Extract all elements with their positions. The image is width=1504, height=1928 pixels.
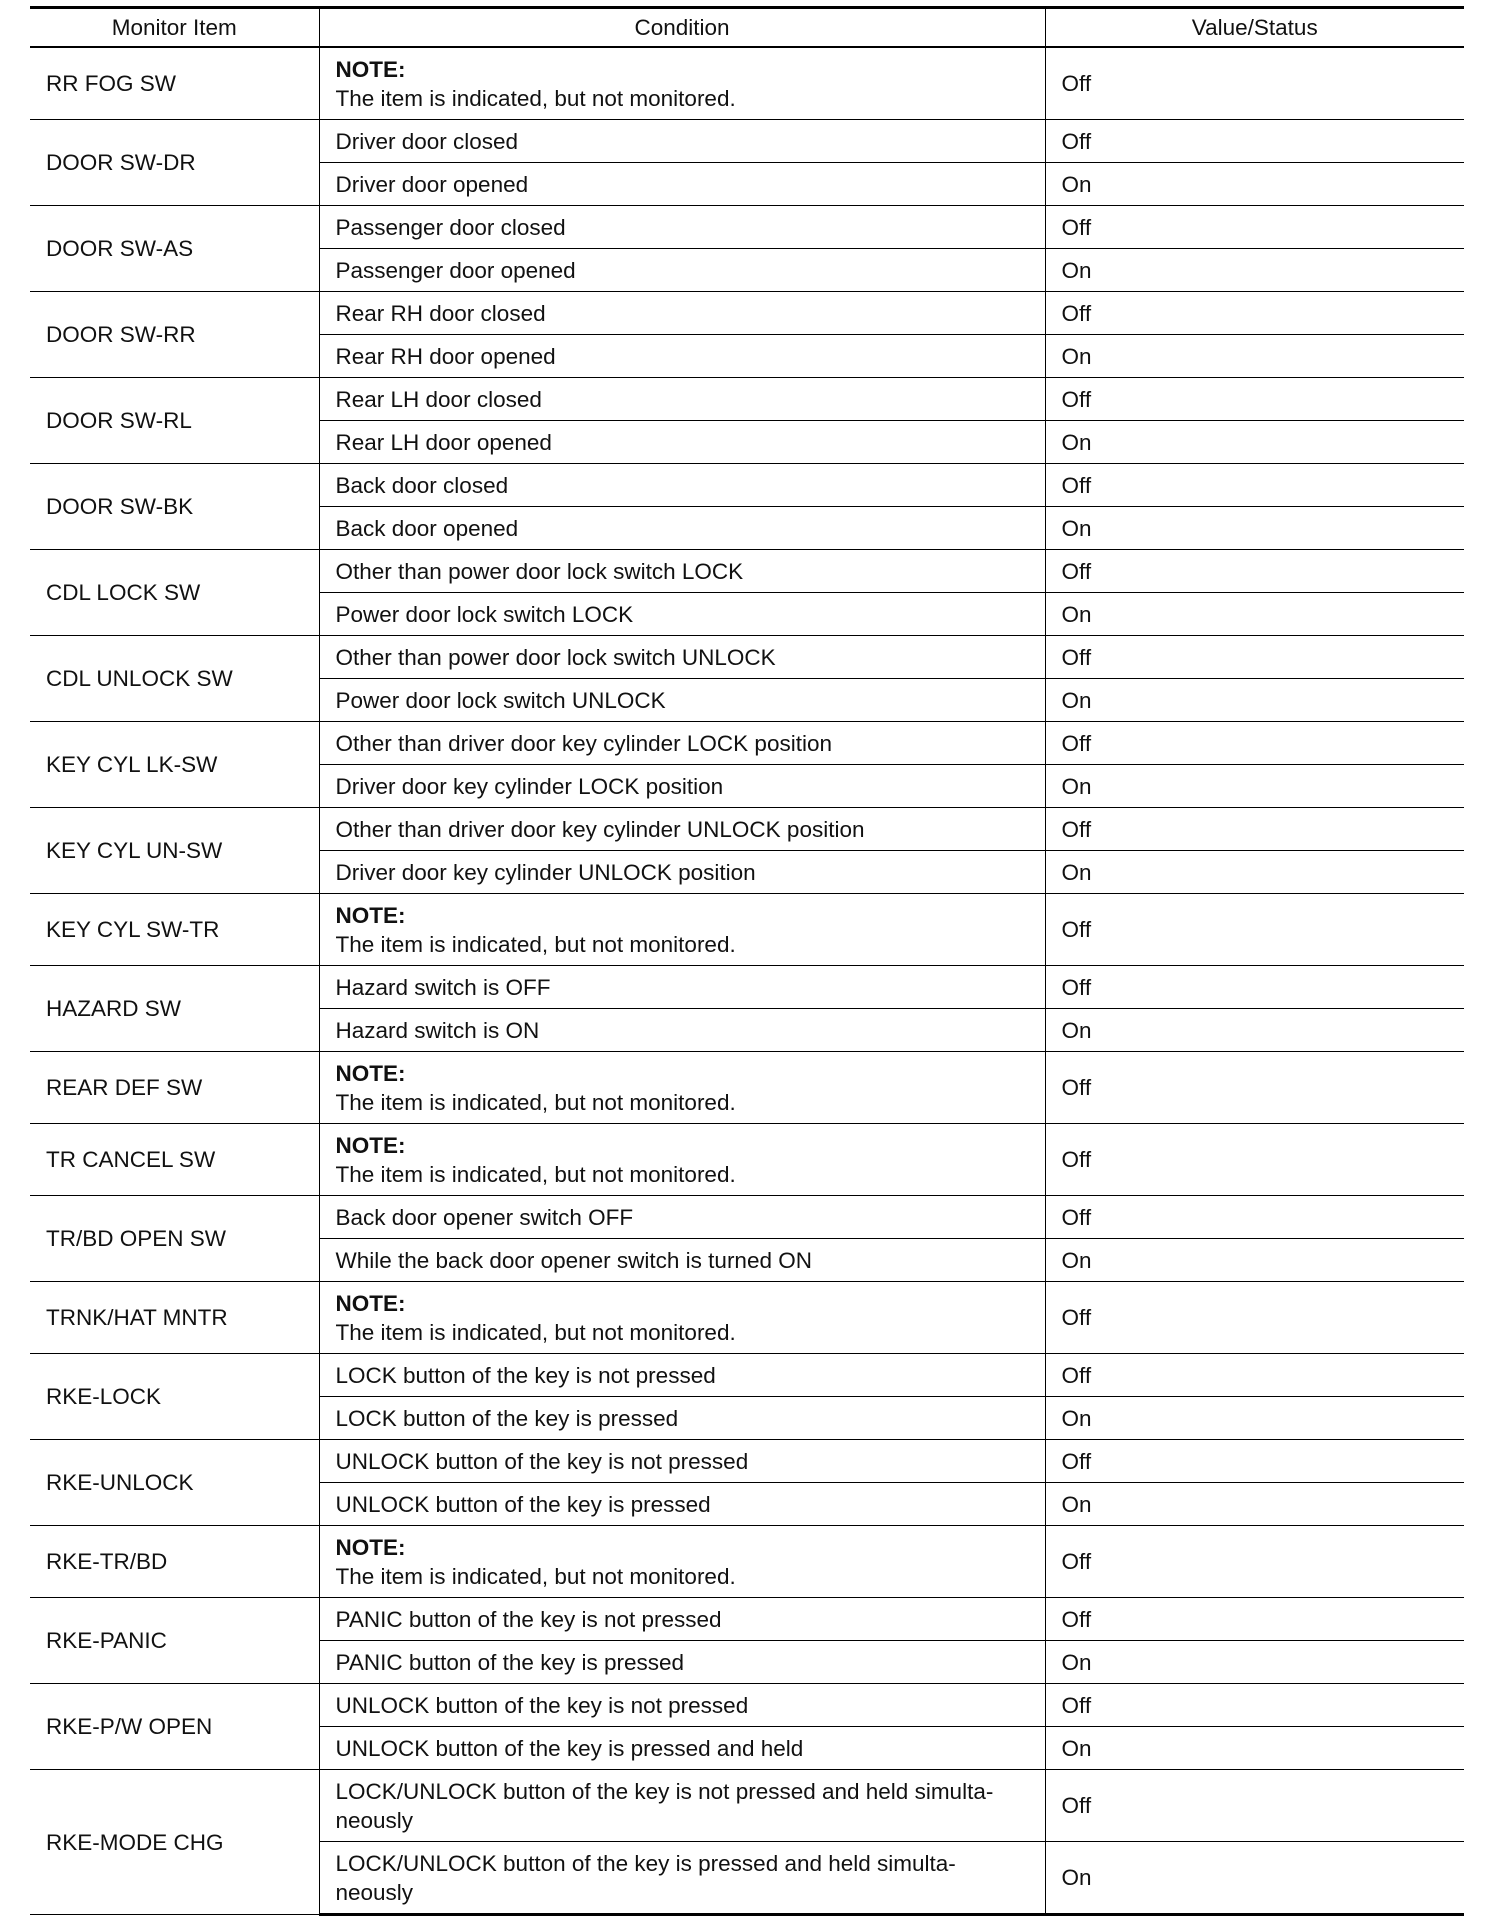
monitor-item-document bbox=[30, 6, 1464, 1916]
condition-text: Back door opened bbox=[319, 507, 1045, 550]
condition-text: Hazard switch is OFF bbox=[319, 966, 1045, 1009]
value-status: Off bbox=[1045, 120, 1464, 163]
monitor-item-name: RKE-UNLOCK bbox=[30, 1440, 319, 1526]
table-row bbox=[30, 120, 1464, 163]
condition-text: Other than power door lock switch LOCK bbox=[319, 550, 1045, 593]
monitor-item-table bbox=[30, 6, 1464, 1916]
condition-note bbox=[319, 1052, 1045, 1124]
value-status: On bbox=[1045, 593, 1464, 636]
monitor-item-name: RKE-PANIC bbox=[30, 1598, 319, 1684]
monitor-item-name: TRNK/HAT MNTR bbox=[30, 1282, 319, 1354]
value-status: Off bbox=[1045, 1354, 1464, 1397]
table-header-row bbox=[30, 8, 1464, 48]
note-text: The item is indicated, but not monitored. bbox=[335, 85, 736, 111]
condition-text: Rear LH door closed bbox=[319, 378, 1045, 421]
value-status: Off bbox=[1045, 1684, 1464, 1727]
value-status: On bbox=[1045, 335, 1464, 378]
note-label: NOTE: bbox=[335, 56, 406, 82]
monitor-item-name: DOOR SW-BK bbox=[30, 464, 319, 550]
table-row bbox=[30, 636, 1464, 679]
condition-text: UNLOCK button of the key is not pressed bbox=[319, 1684, 1045, 1727]
condition-text: Other than driver door key cylinder LOCK position bbox=[319, 722, 1045, 765]
table-body bbox=[30, 47, 1464, 1915]
value-status: On bbox=[1045, 1483, 1464, 1526]
condition-text: Hazard switch is ON bbox=[319, 1009, 1045, 1052]
condition-text: UNLOCK button of the key is pressed and held bbox=[319, 1727, 1045, 1770]
table-row bbox=[30, 292, 1464, 335]
value-status: On bbox=[1045, 1009, 1464, 1052]
value-status: On bbox=[1045, 765, 1464, 808]
note-text: The item is indicated, but not monitored. bbox=[335, 1563, 736, 1589]
condition-text: LOCK button of the key is not pressed bbox=[319, 1354, 1045, 1397]
value-status: Off bbox=[1045, 1124, 1464, 1196]
monitor-item-name: CDL UNLOCK SW bbox=[30, 636, 319, 722]
condition-text: UNLOCK button of the key is not pressed bbox=[319, 1440, 1045, 1483]
condition-text: LOCK/UNLOCK button of the key is not pressed and held simulta- neously bbox=[319, 1770, 1045, 1842]
table-row bbox=[30, 1052, 1464, 1124]
condition-note bbox=[319, 1526, 1045, 1598]
table-row bbox=[30, 722, 1464, 765]
table-row bbox=[30, 1124, 1464, 1196]
table-row bbox=[30, 966, 1464, 1009]
monitor-item-name: KEY CYL LK-SW bbox=[30, 722, 319, 808]
value-status: On bbox=[1045, 163, 1464, 206]
condition-text: PANIC button of the key is not pressed bbox=[319, 1598, 1045, 1641]
condition-text: UNLOCK button of the key is pressed bbox=[319, 1483, 1045, 1526]
monitor-item-name: RKE-LOCK bbox=[30, 1354, 319, 1440]
condition-text: Driver door key cylinder LOCK position bbox=[319, 765, 1045, 808]
condition-text: Rear RH door opened bbox=[319, 335, 1045, 378]
value-status: Off bbox=[1045, 1052, 1464, 1124]
condition-text: Back door closed bbox=[319, 464, 1045, 507]
note-text: The item is indicated, but not monitored. bbox=[335, 1161, 736, 1187]
monitor-item-name: RKE-P/W OPEN bbox=[30, 1684, 319, 1770]
note-label: NOTE: bbox=[335, 902, 406, 928]
note-text: The item is indicated, but not monitored. bbox=[335, 1089, 736, 1115]
table-row bbox=[30, 1282, 1464, 1354]
value-status: On bbox=[1045, 421, 1464, 464]
monitor-item-name: RR FOG SW bbox=[30, 47, 319, 120]
monitor-item-name: REAR DEF SW bbox=[30, 1052, 319, 1124]
condition-text: Passenger door closed bbox=[319, 206, 1045, 249]
table-row bbox=[30, 894, 1464, 966]
value-status: Off bbox=[1045, 808, 1464, 851]
condition-text: While the back door opener switch is turned ON bbox=[319, 1239, 1045, 1282]
value-status: Off bbox=[1045, 464, 1464, 507]
condition-text: Power door lock switch LOCK bbox=[319, 593, 1045, 636]
value-status: On bbox=[1045, 507, 1464, 550]
table-row bbox=[30, 1196, 1464, 1239]
monitor-item-name: DOOR SW-AS bbox=[30, 206, 319, 292]
value-status: Off bbox=[1045, 636, 1464, 679]
condition-text: LOCK/UNLOCK button of the key is pressed and held simulta- neously bbox=[319, 1842, 1045, 1915]
table-row bbox=[30, 47, 1464, 120]
monitor-item-name: KEY CYL SW-TR bbox=[30, 894, 319, 966]
value-status: On bbox=[1045, 851, 1464, 894]
value-status: On bbox=[1045, 679, 1464, 722]
monitor-item-name: RKE-TR/BD bbox=[30, 1526, 319, 1598]
condition-text: Other than power door lock switch UNLOCK bbox=[319, 636, 1045, 679]
monitor-item-name: RKE-MODE CHG bbox=[30, 1770, 319, 1915]
condition-text: Driver door key cylinder UNLOCK position bbox=[319, 851, 1045, 894]
note-text: The item is indicated, but not monitored. bbox=[335, 1319, 736, 1345]
table-row bbox=[30, 206, 1464, 249]
monitor-item-name: TR/BD OPEN SW bbox=[30, 1196, 319, 1282]
value-status: Off bbox=[1045, 722, 1464, 765]
monitor-item-name: KEY CYL UN-SW bbox=[30, 808, 319, 894]
table-row bbox=[30, 550, 1464, 593]
header-condition: Condition bbox=[319, 8, 1045, 48]
condition-text: Back door opener switch OFF bbox=[319, 1196, 1045, 1239]
header-value-status: Value/Status bbox=[1045, 8, 1464, 48]
note-text: The item is indicated, but not monitored. bbox=[335, 931, 736, 957]
condition-text: PANIC button of the key is pressed bbox=[319, 1641, 1045, 1684]
value-status: Off bbox=[1045, 206, 1464, 249]
table-row bbox=[30, 808, 1464, 851]
note-label: NOTE: bbox=[335, 1290, 406, 1316]
value-status: Off bbox=[1045, 47, 1464, 120]
monitor-item-name: DOOR SW-RR bbox=[30, 292, 319, 378]
note-label: NOTE: bbox=[335, 1132, 406, 1158]
condition-text: Other than driver door key cylinder UNLOCK position bbox=[319, 808, 1045, 851]
condition-text: Passenger door opened bbox=[319, 249, 1045, 292]
condition-note bbox=[319, 1282, 1045, 1354]
value-status: Off bbox=[1045, 1526, 1464, 1598]
condition-text: LOCK button of the key is pressed bbox=[319, 1397, 1045, 1440]
value-status: Off bbox=[1045, 1282, 1464, 1354]
value-status: On bbox=[1045, 1641, 1464, 1684]
monitor-item-name: HAZARD SW bbox=[30, 966, 319, 1052]
condition-text: Rear RH door closed bbox=[319, 292, 1045, 335]
value-status: On bbox=[1045, 1239, 1464, 1282]
monitor-item-name: TR CANCEL SW bbox=[30, 1124, 319, 1196]
table-row bbox=[30, 1770, 1464, 1842]
value-status: Off bbox=[1045, 1770, 1464, 1842]
value-status: On bbox=[1045, 249, 1464, 292]
value-status: On bbox=[1045, 1842, 1464, 1915]
condition-note bbox=[319, 47, 1045, 120]
value-status: On bbox=[1045, 1397, 1464, 1440]
monitor-item-name: DOOR SW-RL bbox=[30, 378, 319, 464]
condition-note bbox=[319, 1124, 1045, 1196]
table-row bbox=[30, 1354, 1464, 1397]
monitor-item-name: DOOR SW-DR bbox=[30, 120, 319, 206]
value-status: Off bbox=[1045, 894, 1464, 966]
value-status: Off bbox=[1045, 378, 1464, 421]
note-label: NOTE: bbox=[335, 1534, 406, 1560]
monitor-item-name: CDL LOCK SW bbox=[30, 550, 319, 636]
table-row bbox=[30, 1440, 1464, 1483]
table-row bbox=[30, 1598, 1464, 1641]
table-row bbox=[30, 464, 1464, 507]
header-monitor-item: Monitor Item bbox=[30, 8, 319, 48]
table-row bbox=[30, 1526, 1464, 1598]
value-status: Off bbox=[1045, 1598, 1464, 1641]
condition-note bbox=[319, 894, 1045, 966]
value-status: On bbox=[1045, 1727, 1464, 1770]
condition-text: Rear LH door opened bbox=[319, 421, 1045, 464]
condition-text: Driver door opened bbox=[319, 163, 1045, 206]
value-status: Off bbox=[1045, 1196, 1464, 1239]
condition-text: Power door lock switch UNLOCK bbox=[319, 679, 1045, 722]
value-status: Off bbox=[1045, 550, 1464, 593]
table-row bbox=[30, 1684, 1464, 1727]
value-status: Off bbox=[1045, 1440, 1464, 1483]
condition-text: Driver door closed bbox=[319, 120, 1045, 163]
note-label: NOTE: bbox=[335, 1060, 406, 1086]
value-status: Off bbox=[1045, 966, 1464, 1009]
value-status: Off bbox=[1045, 292, 1464, 335]
table-row bbox=[30, 378, 1464, 421]
